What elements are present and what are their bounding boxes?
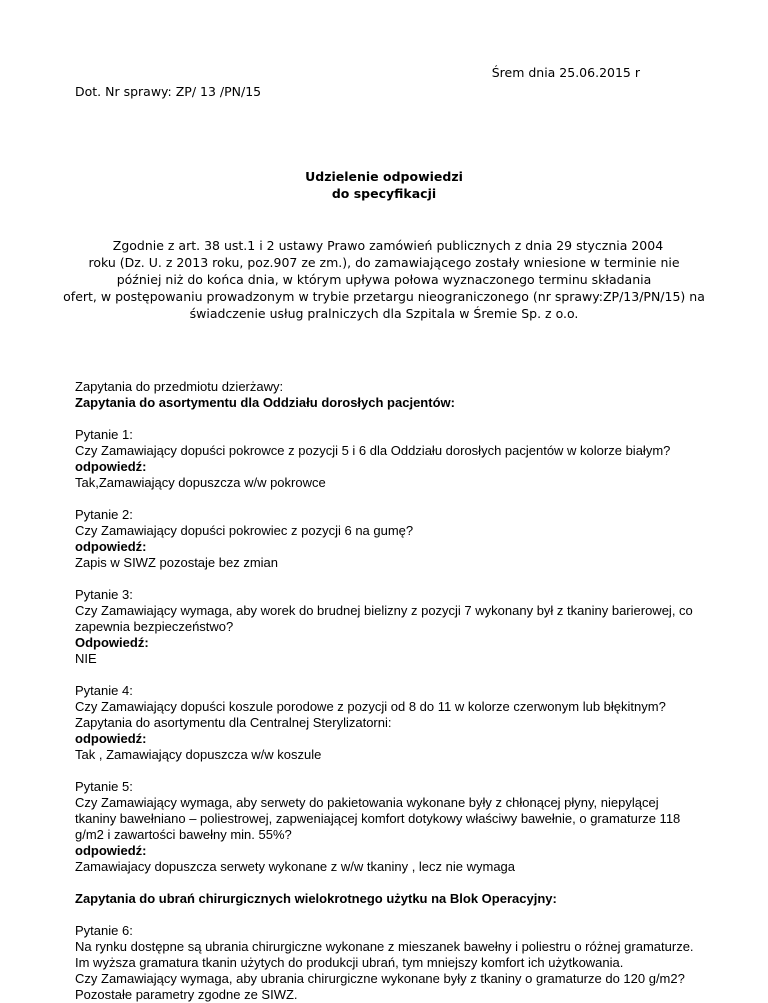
question-5-label: Pytanie 5: bbox=[75, 779, 133, 794]
answer-2-label: odpowiedź: bbox=[75, 539, 147, 554]
answer-3-label: Odpowiedź: bbox=[75, 635, 149, 650]
answer-4-label: odpowiedź: bbox=[75, 731, 147, 746]
question-2-text: Czy Zamawiający dopuści pokrowiec z pozycji 6 na gumę? bbox=[75, 523, 414, 538]
intro-line: ofert, w postępowaniu prowadzonym w trybie przetargu nieograniczonego (nr sprawy:ZP/13/PN/15) na bbox=[63, 289, 705, 304]
place-date: Śrem dnia 25.06.2015 r bbox=[491, 65, 640, 80]
answer-4-text: Tak , Zamawiający dopuszcza w/w koszule bbox=[75, 747, 322, 762]
section-heading-surgical-clothing: Zapytania do ubrań chirurgicznych wielokrotnego użytku na Blok Operacyjny: bbox=[75, 891, 557, 906]
question-5-text: g/m2 i zawartości bawełny min. 55%? bbox=[75, 827, 292, 842]
section-intro: Zapytania do przedmiotu dzierżawy: bbox=[75, 379, 284, 394]
intro-line: Zgodnie z art. 38 ust.1 i 2 ustawy Prawo zamówień publicznych z dnia 29 stycznia 2004 bbox=[104, 238, 664, 253]
intro-line: później niż do końca dnia, w którym upływa połowa wyznaczonego terminu składania bbox=[116, 272, 652, 287]
answer-5-label: odpowiedź: bbox=[75, 843, 147, 858]
question-3-text: Czy Zamawiający wymaga, aby worek do brudnej bielizny z pozycji 7 wykonany był z tkaniny barierowej, co bbox=[75, 603, 693, 618]
question-6-label: Pytanie 6: bbox=[75, 923, 133, 938]
question-1-text: Czy Zamawiający dopuści pokrowce z pozycji 5 i 6 dla Oddziału dorosłych pacjentów w kolorze białym? bbox=[75, 443, 671, 458]
question-1-label: Pytanie 1: bbox=[75, 427, 133, 442]
document-title bbox=[0, 168, 768, 202]
question-5-text: Czy Zamawiający wymaga, aby serwety do pakietowania wykonane były z chłonącej płyny, niepylącej bbox=[75, 795, 659, 810]
question-3-label: Pytanie 3: bbox=[75, 587, 133, 602]
question-6-text: Im wyższa gramatura tkanin użytych do produkcji ubrań, tym mniejszy komfort ich użytkowania. bbox=[75, 955, 624, 970]
intro-paragraph bbox=[55, 237, 713, 322]
question-4-text: Czy Zamawiający dopuści koszule porodowe z pozycji od 8 do 11 w kolorze czerwonym lub błękitnym? bbox=[75, 699, 666, 714]
answer-1-label: odpowiedź: bbox=[75, 459, 147, 474]
questions-body bbox=[75, 379, 715, 1003]
question-6-text: Na rynku dostępne są ubrania chirurgiczne wykonane z mieszanek bawełny i poliestru o różnej gramaturze. bbox=[75, 939, 694, 954]
case-reference: Dot. Nr sprawy: ZP/ 13 /PN/15 bbox=[75, 84, 262, 99]
question-6-text: Czy Zamawiający wymaga, aby ubrania chirurgiczne wykonane były z tkaniny o gramaturze do 120 g/m2? bbox=[75, 971, 685, 986]
answer-2-text: Zapis w SIWZ pozostaje bez zmian bbox=[75, 555, 279, 570]
intro-line: roku (Dz. U. z 2013 roku, poz.907 ze zm.), do zamawiającego zostały wniesione w terminie nie bbox=[88, 255, 680, 270]
answer-1-text: Tak,Zamawiający dopuszcza w/w pokrowce bbox=[75, 475, 326, 490]
question-2-label: Pytanie 2: bbox=[75, 507, 133, 522]
question-3-text: zapewnia bezpieczeństwo? bbox=[75, 619, 234, 634]
question-5-text: tkaniny bawełniano – poliestrowej, zapweniającej komfort dotykowy właściwy bawełnie, o gramaturze 118 bbox=[75, 811, 681, 826]
question-4-label: Pytanie 4: bbox=[75, 683, 133, 698]
answer-5-text: Zamawiajacy dopuszcza serwety wykonane z w/w tkaniny , lecz nie wymaga bbox=[75, 859, 516, 874]
title-line-2: do specyfikacji bbox=[331, 186, 437, 201]
answer-3-text: NIE bbox=[75, 651, 97, 666]
intro-line: świadczenie usług pralniczych dla Szpitala w Śremie Sp. z o.o. bbox=[189, 306, 579, 321]
question-6-text: Pozostałe parametry zgodne ze SIWZ. bbox=[75, 987, 298, 1002]
question-4-text: Zapytania do asortymentu dla Centralnej Sterylizatorni: bbox=[75, 715, 392, 730]
title-line-1: Udzielenie odpowiedzi bbox=[305, 169, 463, 184]
section-heading-adult-ward: Zapytania do asortymentu dla Oddziału dorosłych pacjentów: bbox=[75, 395, 455, 410]
